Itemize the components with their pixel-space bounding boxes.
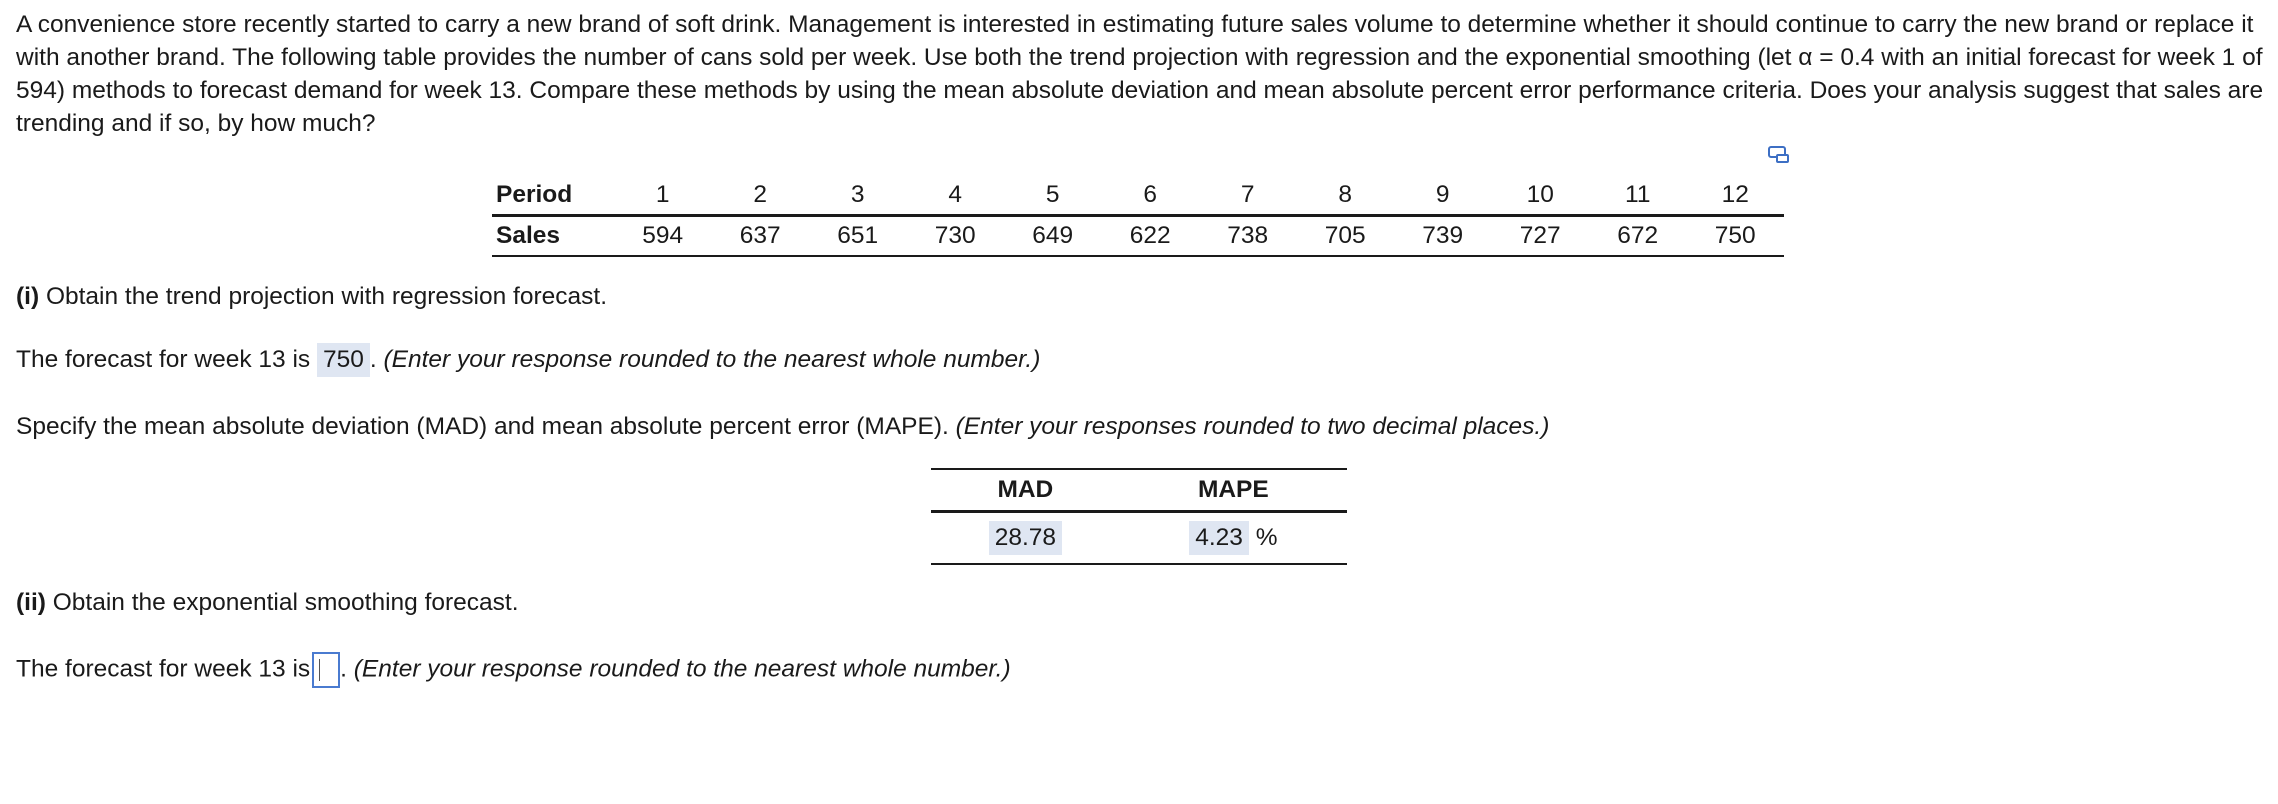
part-i-forecast-line: [16, 343, 1040, 377]
part-i-forecast-instruction: (Enter your response rounded to the nearest whole number.): [383, 346, 1041, 373]
part-i-heading-text: Obtain the trend projection with regression forecast.: [45, 283, 608, 310]
part-ii-forecast-prefix: The forecast for week 13 is: [16, 655, 311, 683]
period-cell: 9: [1394, 176, 1492, 216]
copy-table-icon[interactable]: [1768, 146, 1790, 164]
period-cell: 8: [1297, 176, 1395, 216]
error-instruction: (Enter your responses rounded to two decimal places.): [955, 413, 1550, 440]
period-cell: 4: [907, 176, 1005, 216]
period-cell: 2: [712, 176, 810, 216]
part-ii-forecast-suffix: .: [340, 655, 347, 683]
period-cell: 3: [809, 176, 907, 216]
sales-cell: 739: [1394, 216, 1492, 257]
part-i-heading: [16, 283, 607, 311]
part-i-tag: (i): [16, 283, 40, 310]
mape-answer[interactable]: 4.23: [1189, 521, 1249, 555]
mape-header: MAPE: [1120, 469, 1347, 512]
period-cell: 10: [1492, 176, 1590, 216]
sales-cell: 730: [907, 216, 1005, 257]
sales-cell: 594: [614, 216, 712, 257]
mad-answer[interactable]: 28.78: [989, 521, 1062, 555]
smoothing-forecast-input[interactable]: [312, 652, 340, 688]
mape-cell: [1120, 512, 1347, 565]
period-cell: 11: [1589, 176, 1687, 216]
part-ii-forecast-instruction: (Enter your response rounded to the nearest whole number.): [353, 655, 1011, 683]
period-row-label: Period: [492, 176, 614, 216]
period-row: [492, 176, 1784, 216]
error-metrics-table: [931, 468, 1347, 565]
part-ii-heading: [16, 589, 519, 617]
sales-cell: 637: [712, 216, 810, 257]
period-cell: 12: [1687, 176, 1785, 216]
sales-cell: 750: [1687, 216, 1785, 257]
sales-cell: 738: [1199, 216, 1297, 257]
problem-statement: A convenience store recently started to carry a new brand of soft drink. Management is interested in estimating future sales volume to determine whether it should continue to carry the new brand or replace it with another brand. The following table provides the number of cans sold per week. Use both the trend projection with regression and the exponential smoothing (let α = 0.4 with an initial forecast for week 1 of 594) methods to forecast demand for week 13. Compare these methods by using the mean absolute deviation and mean absolute percent error performance criteria. Does your analysis suggest that sales are trending and if so, by how much?: [16, 11, 2264, 137]
period-cell: 5: [1004, 176, 1102, 216]
sales-cell: 672: [1589, 216, 1687, 257]
sales-row-label: Sales: [492, 216, 614, 257]
error-prompt-line: [16, 413, 1549, 441]
sales-cell: 649: [1004, 216, 1102, 257]
sales-cell: 727: [1492, 216, 1590, 257]
sales-row: [492, 216, 1784, 257]
part-ii-tag: (ii): [16, 589, 46, 616]
error-prompt: Specify the mean absolute deviation (MAD) and mean absolute percent error (MAPE).: [16, 413, 949, 440]
part-ii-heading-text: Obtain the exponential smoothing forecast.: [52, 589, 519, 616]
period-cell: 6: [1102, 176, 1200, 216]
text-caret: [319, 659, 320, 681]
sales-cell: 622: [1102, 216, 1200, 257]
part-ii-forecast-line: [16, 652, 1011, 688]
period-cell: 1: [614, 176, 712, 216]
sales-data-table: [492, 176, 1784, 257]
part-i-forecast-prefix: The forecast for week 13 is: [16, 346, 311, 373]
mad-header: MAD: [931, 469, 1120, 512]
mad-cell: [931, 512, 1120, 565]
sales-cell: 651: [809, 216, 907, 257]
percent-unit: %: [1255, 524, 1278, 551]
trend-forecast-answer[interactable]: 750: [317, 343, 370, 377]
period-cell: 7: [1199, 176, 1297, 216]
sales-cell: 705: [1297, 216, 1395, 257]
part-i-forecast-suffix: .: [369, 346, 377, 373]
